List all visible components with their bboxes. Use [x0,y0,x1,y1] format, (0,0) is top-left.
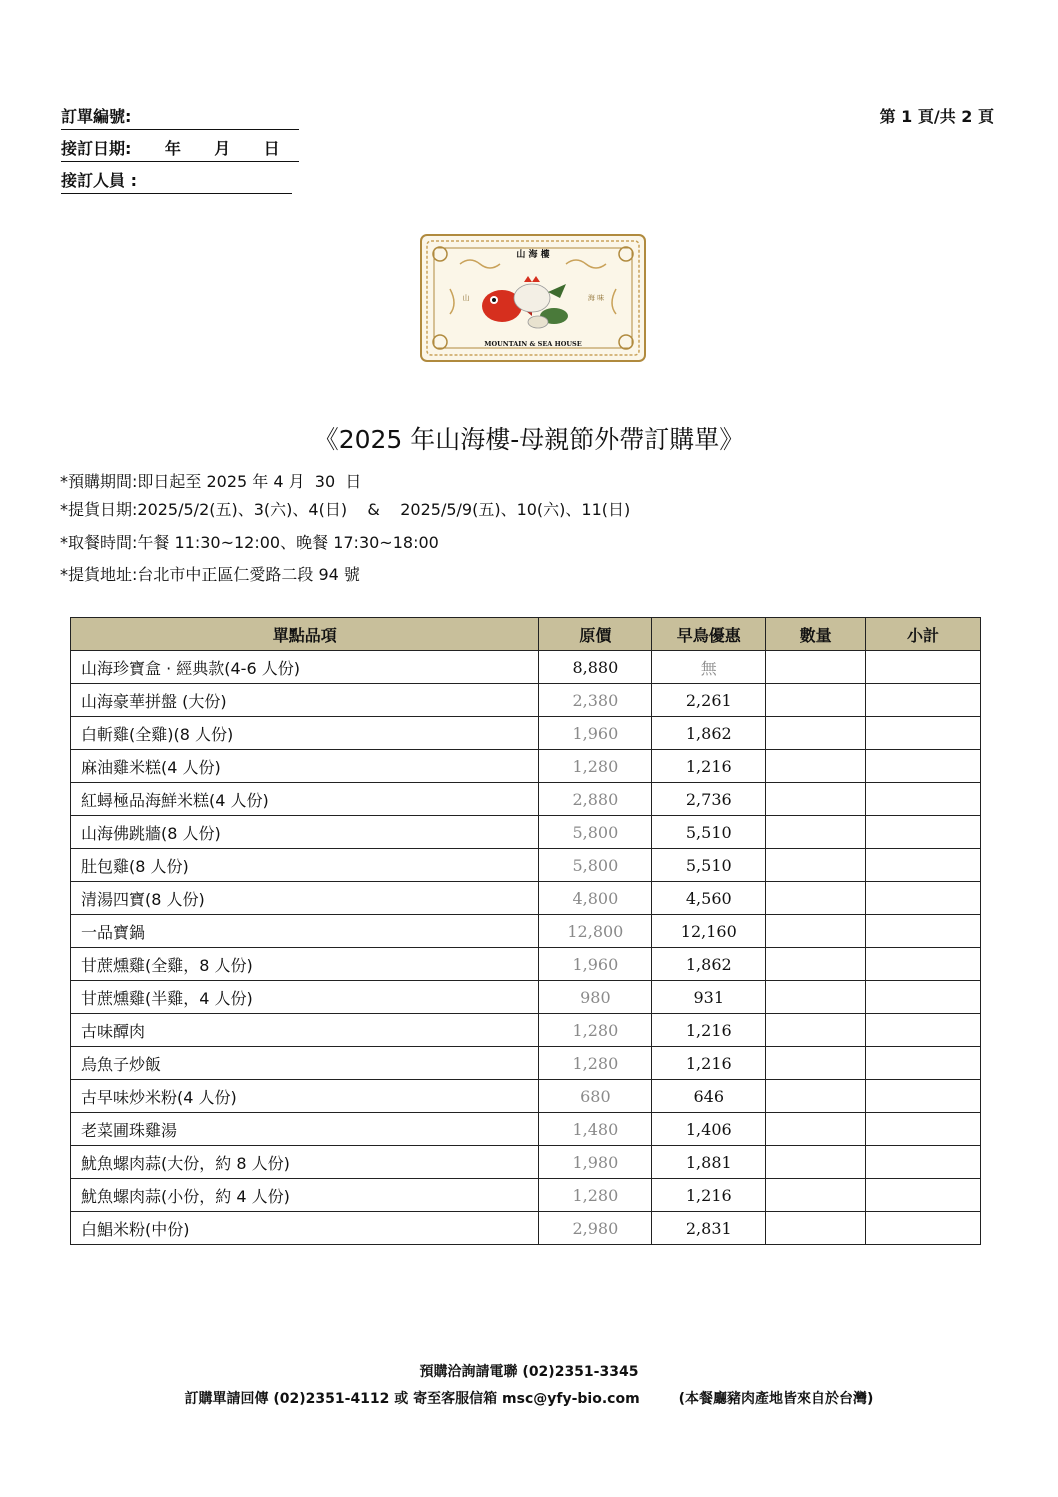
early-bird-price-cell: 1,862 [652,717,766,750]
table-row [71,1146,981,1179]
quantity-cell[interactable] [766,816,866,849]
quantity-cell[interactable] [766,1014,866,1047]
table-row [71,915,981,948]
footer-fax-email: 訂購單請回傳 (02)2351-4112 或 寄至客服信箱 msc@yfy-bio.com (本餐廳豬肉產地皆來自於台灣) [184,1391,874,1407]
early-bird-price-cell: 1,881 [652,1146,766,1179]
original-price-cell: 1,480 [539,1113,652,1146]
table-row [71,750,981,783]
early-bird-price-cell: 2,261 [652,684,766,717]
early-bird-price-cell: 1,216 [652,1179,766,1212]
early-bird-price-cell: 無 [652,651,766,684]
quantity-cell[interactable] [766,981,866,1014]
table-row [71,1014,981,1047]
item-name-cell: 肚包雞(8 人份) [71,849,539,882]
original-price-cell: 8,880 [539,651,652,684]
header-early-bird: 早鳥優惠 [652,618,766,651]
item-name-cell: 甘蔗燻雞(全雞，8 人份) [71,948,539,981]
table-row [71,816,981,849]
logo-english-text: MOUNTAIN & SEA HOUSE [484,340,582,348]
table-row [71,981,981,1014]
quantity-cell[interactable] [766,1047,866,1080]
item-name-cell: 清湯四寶(8 人份) [71,882,539,915]
table-header-row [71,618,981,651]
quantity-cell[interactable] [766,1080,866,1113]
footer-contact: 預購洽詢請電聯 (02)2351-3345 [419,1364,639,1380]
quantity-cell[interactable] [766,948,866,981]
early-bird-price-cell: 646 [652,1080,766,1113]
subtotal-cell[interactable] [866,1080,981,1113]
order-number-field: 訂單編號: [61,104,299,130]
original-price-cell: 2,380 [539,684,652,717]
original-price-cell: 1,280 [539,1014,652,1047]
early-bird-price-cell: 1,406 [652,1113,766,1146]
table-row [71,1080,981,1113]
table-row [71,849,981,882]
page-indicator: 第 1 頁/共 2 頁 [879,107,994,126]
item-name-cell: 白斬雞(全雞)(8 人份) [71,717,539,750]
subtotal-cell[interactable] [866,1179,981,1212]
table-row [71,1047,981,1080]
subtotal-cell[interactable] [866,816,981,849]
item-name-cell: 烏魚子炒飯 [71,1047,539,1080]
item-name-cell: 一品寶鍋 [71,915,539,948]
original-price-cell: 1,280 [539,1047,652,1080]
table-row [71,1212,981,1245]
item-name-cell: 古味醰肉 [71,1014,539,1047]
early-bird-price-cell: 4,560 [652,882,766,915]
table-row [71,651,981,684]
original-price-cell: 980 [539,981,652,1014]
table-row [71,948,981,981]
early-bird-price-cell: 5,510 [652,849,766,882]
quantity-cell[interactable] [766,651,866,684]
early-bird-price-cell: 2,831 [652,1212,766,1245]
subtotal-cell[interactable] [866,1113,981,1146]
early-bird-price-cell: 12,160 [652,915,766,948]
logo-side-left-text: 山 [462,294,470,302]
pickup-time-text: *取餐時間:午餐 11:30~12:00、晚餐 17:30~18:00 [60,533,439,552]
item-name-cell: 白鯧米粉(中份) [71,1212,539,1245]
item-name-cell: 麻油雞米糕(4 人份) [71,750,539,783]
quantity-cell[interactable] [766,684,866,717]
item-name-cell: 山海佛跳牆(8 人份) [71,816,539,849]
original-price-cell: 2,980 [539,1212,652,1245]
order-table [70,617,981,1245]
logo-title-text: 山 海 樓 [516,250,550,260]
early-bird-price-cell: 5,510 [652,816,766,849]
quantity-cell[interactable] [766,750,866,783]
early-bird-price-cell: 2,736 [652,783,766,816]
table-row [71,1179,981,1212]
item-name-cell: 老菜圃珠雞湯 [71,1113,539,1146]
item-name-cell: 古早味炒米粉(4 人份) [71,1080,539,1113]
subtotal-cell[interactable] [866,651,981,684]
preorder-period-text: *預購期間:即日起至 2025 年 4 月 30 日 [60,472,362,491]
quantity-cell[interactable] [766,1212,866,1245]
item-name-cell: 山海珍寶盒 · 經典款(4-6 人份) [71,651,539,684]
original-price-cell: 1,960 [539,717,652,750]
header-item: 單點品項 [71,618,539,651]
pickup-address-text: *提貨地址:台北市中正區仁愛路二段 94 號 [60,565,360,584]
original-price-cell: 4,800 [539,882,652,915]
original-price-cell: 680 [539,1080,652,1113]
original-price-cell: 12,800 [539,915,652,948]
early-bird-price-cell: 1,216 [652,1014,766,1047]
header-original-price: 原價 [539,618,652,651]
restaurant-logo [420,234,646,362]
order-date-field: 接訂日期: 年 月 日 [61,136,299,162]
original-price-cell: 5,800 [539,849,652,882]
subtotal-cell[interactable] [866,1014,981,1047]
logo-side-right-text: 海 味 [587,294,605,302]
early-bird-price-cell: 1,216 [652,750,766,783]
early-bird-price-cell: 1,216 [652,1047,766,1080]
table-row [71,1113,981,1146]
item-name-cell: 紅蟳極品海鮮米糕(4 人份) [71,783,539,816]
quantity-cell[interactable] [766,882,866,915]
subtotal-cell[interactable] [866,882,981,915]
original-price-cell: 1,960 [539,948,652,981]
item-name-cell: 山海豪華拼盤 (大份) [71,684,539,717]
table-row [71,882,981,915]
quantity-cell[interactable] [766,915,866,948]
quantity-cell[interactable] [766,717,866,750]
item-name-cell: 魷魚螺肉蒜(小份，約 4 人份) [71,1179,539,1212]
original-price-cell: 1,280 [539,750,652,783]
subtotal-cell[interactable] [866,783,981,816]
original-price-cell: 2,880 [539,783,652,816]
early-bird-price-cell: 1,862 [652,948,766,981]
quantity-cell[interactable] [766,1146,866,1179]
page-title: 《2025 年山海樓-母親節外帶訂購單》 [313,425,745,454]
original-price-cell: 1,980 [539,1146,652,1179]
subtotal-cell[interactable] [866,717,981,750]
early-bird-price-cell: 931 [652,981,766,1014]
pickup-date-text: *提貨日期:2025/5/2(五)、3(六)、4(日) & 2025/5/9(五)、10(六)、11(日) [60,500,631,519]
subtotal-cell[interactable] [866,1146,981,1179]
subtotal-cell[interactable] [866,684,981,717]
subtotal-cell[interactable] [866,1212,981,1245]
header-subtotal: 小計 [866,618,981,651]
subtotal-cell[interactable] [866,981,981,1014]
quantity-cell[interactable] [766,1179,866,1212]
subtotal-cell[interactable] [866,1047,981,1080]
subtotal-cell[interactable] [866,915,981,948]
header-quantity: 數量 [766,618,866,651]
quantity-cell[interactable] [766,849,866,882]
subtotal-cell[interactable] [866,948,981,981]
staff-field: 接訂人員 : [61,168,292,194]
original-price-cell: 1,280 [539,1179,652,1212]
item-name-cell: 魷魚螺肉蒜(大份，約 8 人份) [71,1146,539,1179]
table-row [71,783,981,816]
quantity-cell[interactable] [766,783,866,816]
table-row [71,717,981,750]
subtotal-cell[interactable] [866,849,981,882]
item-name-cell: 甘蔗燻雞(半雞，4 人份) [71,981,539,1014]
quantity-cell[interactable] [766,1113,866,1146]
table-row [71,684,981,717]
original-price-cell: 5,800 [539,816,652,849]
subtotal-cell[interactable] [866,750,981,783]
